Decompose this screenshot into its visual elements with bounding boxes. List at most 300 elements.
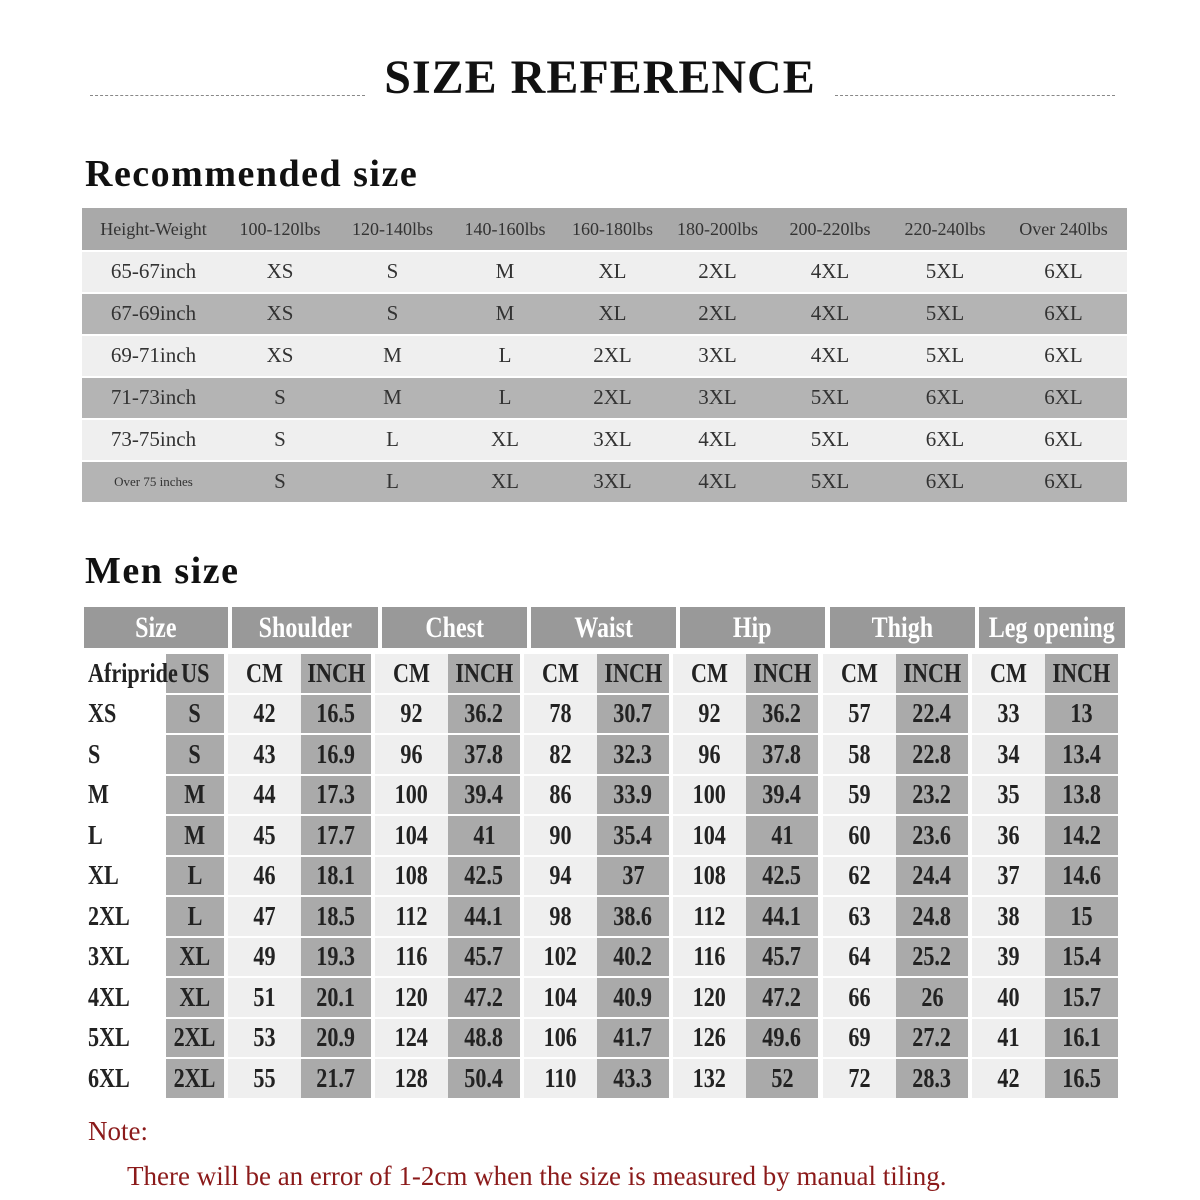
cell-value: 90 [549,819,572,850]
column-header: Over 240lbs [1019,218,1108,239]
group-header-label: Hip [733,610,772,644]
cm-cell [228,695,301,734]
cell-value: US [180,657,210,688]
page-title: SIZE REFERENCE [384,51,816,104]
cm-cell [524,1019,597,1058]
cell-value: 36 [997,819,1020,850]
size-cell: 5XL [810,469,850,494]
cm-cell [375,1019,448,1058]
group-header-label: Shoulder [258,610,352,644]
cm-cell [228,776,301,815]
cell-value: S [188,738,202,769]
cm-cell [972,978,1045,1017]
cm-cell [673,897,746,936]
size-cell: XL [598,259,627,284]
cell-value: 37 [997,860,1020,891]
table-row [82,252,1127,293]
cm-cell [524,897,597,936]
size-cell: 3XL [593,469,632,494]
table-row [84,1019,1125,1058]
group-header-label: Thigh [871,610,934,644]
size-cell: 2XL [593,385,632,410]
height-cell: Over 75 inches [114,473,193,489]
cell-value: 37.8 [762,738,802,769]
cell-value: 16.9 [316,738,356,769]
cell-value: 38 [997,900,1020,931]
size-label-cell [84,857,166,896]
cell-value: 13 [1070,698,1093,729]
cell-value: 100 [692,779,727,810]
size-cell: 2XL [593,343,632,368]
cell-value: L [187,900,203,931]
cell-value: 36.2 [762,698,802,729]
inch-cell [448,857,520,896]
cm-cell [823,695,896,734]
height-cell: 69-71inch [110,343,197,368]
cm-cell [972,938,1045,977]
table-row [84,1059,1125,1098]
cm-cell [823,1019,896,1058]
cell-value: 13.4 [1062,738,1101,769]
size-cell: 4XL [810,301,850,326]
inch-cell [597,857,669,896]
inch-cell [597,654,669,693]
cell-value: 21.7 [316,1062,356,1093]
cell-value: CM [542,657,579,688]
cm-cell [228,1019,301,1058]
cell-value: 24.8 [912,900,952,931]
cell-value: 25.2 [912,941,952,972]
cell-value: 5XL [88,1022,130,1053]
size-cell: L [498,343,512,368]
cell-value: M [88,779,109,810]
inch-cell [597,1059,669,1098]
cm-cell [823,978,896,1017]
cm-cell [823,897,896,936]
inch-cell [746,938,818,977]
cell-value: 53 [253,1022,276,1053]
inch-cell [597,735,669,774]
cell-value: 92 [400,698,423,729]
group-header [531,607,676,648]
column-header: 220-240lbs [904,218,986,239]
inch-cell [1045,654,1118,693]
cell-value: 17.7 [316,819,356,850]
cell-value: 44 [253,779,276,810]
size-cell: 2XL [698,301,737,326]
inch-cell [1045,695,1118,734]
cm-cell [228,978,301,1017]
cell-value: 36.2 [464,698,504,729]
inch-cell [166,857,224,896]
table-row [82,420,1127,461]
cell-value: 49 [253,941,276,972]
size-label-cell [84,735,166,774]
size-cell: 4XL [698,427,737,452]
size-label-cell [84,816,166,855]
column-header: 140-160lbs [464,218,546,239]
cell-value: INCH [1052,657,1111,688]
size-cell: 6XL [925,469,965,494]
cell-value: 41 [997,1022,1020,1053]
cell-value: 110 [544,1062,577,1093]
cell-value: 38.6 [613,900,653,931]
size-cell: L [386,427,399,452]
cell-value: 23.2 [912,779,952,810]
size-cell: 3XL [593,427,632,452]
inch-cell [1045,816,1118,855]
cm-cell [673,1019,746,1058]
cell-value: 42.5 [464,860,504,891]
cell-value: 6XL [88,1062,130,1093]
inch-cell [448,897,520,936]
size-cell: 5XL [925,301,965,326]
group-header [979,607,1125,648]
cell-value: 116 [693,941,726,972]
cm-cell [228,816,301,855]
inch-cell [896,857,968,896]
cell-value: 116 [395,941,428,972]
cell-value: 120 [692,981,727,1012]
cm-cell [823,1059,896,1098]
cm-cell [524,978,597,1017]
height-cell: 73-75inch [110,427,197,452]
size-cell: 5XL [925,343,965,368]
table-row [82,294,1127,335]
cm-cell [524,654,597,693]
cell-value: 126 [692,1022,727,1053]
inch-cell [448,938,520,977]
cm-cell [375,897,448,936]
cell-value: M [184,819,206,850]
inch-cell [1045,857,1118,896]
table-row [84,816,1125,855]
cell-value: 17.3 [316,779,356,810]
recommended-size-heading: Recommended size [85,153,419,195]
cm-cell [823,776,896,815]
cell-value: 14.2 [1062,819,1101,850]
column-header: Height-Weight [100,218,207,239]
cell-value: 34 [997,738,1020,769]
inch-cell [597,897,669,936]
inch-cell [1045,1019,1118,1058]
inch-cell [597,695,669,734]
cm-cell [524,816,597,855]
cm-cell [673,695,746,734]
size-label-cell [84,654,178,693]
table-row [84,938,1125,977]
cm-cell [972,897,1045,936]
inch-cell [1045,1059,1118,1098]
cell-value: 18.1 [316,860,356,891]
cell-value: 15.7 [1062,981,1101,1012]
cell-value: CM [841,657,878,688]
cell-value: 39.4 [464,779,504,810]
column-header: 160-180lbs [572,218,653,239]
cell-value: 108 [692,860,727,891]
size-cell: 4XL [810,259,850,284]
group-header [680,607,825,648]
size-cell: 6XL [1044,343,1083,368]
size-cell: 6XL [1044,259,1083,284]
table-row [84,897,1125,936]
cm-cell [524,776,597,815]
cm-cell [524,938,597,977]
column-header: 100-120lbs [239,218,321,239]
cell-value: 44.1 [464,900,504,931]
cell-value: 18.5 [316,900,356,931]
cell-value: 82 [549,738,572,769]
table-row [84,735,1125,774]
inch-cell [166,1059,224,1098]
cm-cell [524,857,597,896]
men-size-table [84,607,1125,1100]
cell-value: INCH [307,657,365,688]
column-header: 120-140lbs [352,218,433,239]
cell-value: 104 [543,981,578,1012]
size-cell: XS [266,259,294,284]
group-header [382,607,527,648]
cell-value: 42.5 [762,860,802,891]
cell-value: 92 [698,698,721,729]
inch-cell [1045,978,1118,1017]
table-row [84,776,1125,815]
cm-cell [673,938,746,977]
cell-value: 52 [770,1062,794,1093]
cell-value: S [88,738,101,769]
table-row [84,857,1125,896]
cell-value: 16.5 [1062,1062,1101,1093]
inch-cell [448,1019,520,1058]
cell-value: 35.4 [613,819,653,850]
cell-value: 64 [848,941,871,972]
cell-value: 46 [253,860,276,891]
cell-value: 96 [698,738,721,769]
cell-value: INCH [455,657,513,688]
cell-value: 59 [848,779,871,810]
cell-value: 4XL [88,981,130,1012]
cm-cell [375,978,448,1017]
group-header [232,607,378,648]
cm-cell [972,654,1045,693]
cm-cell [228,654,301,693]
inch-cell [746,897,818,936]
inch-cell [166,816,224,855]
cell-value: 66 [848,981,871,1012]
size-cell: M [383,385,402,410]
cm-cell [972,857,1045,896]
table-row [82,378,1127,419]
size-label-cell [84,897,166,936]
cell-value: INCH [604,657,662,688]
size-cell: 4XL [810,343,850,368]
inch-cell [166,735,224,774]
size-cell: S [274,427,286,452]
cell-value: 106 [543,1022,578,1053]
cm-cell [972,1019,1045,1058]
inch-cell [166,897,224,936]
cell-value: 102 [543,941,578,972]
cell-value: 112 [693,900,726,931]
inch-cell [301,938,371,977]
inch-cell [301,1059,371,1098]
cell-value: XS [88,698,117,729]
inch-cell [896,1059,968,1098]
inch-cell [746,654,818,693]
inch-cell [597,1019,669,1058]
cm-cell [673,857,746,896]
size-cell: XL [491,427,519,452]
cell-value: 120 [394,981,429,1012]
cm-cell [375,938,448,977]
cell-value: 63 [848,900,871,931]
column-header: 200-220lbs [789,218,871,239]
cell-value: 104 [394,819,429,850]
inch-cell [166,776,224,815]
cell-value: 24.4 [912,860,952,891]
inch-cell [597,938,669,977]
cell-value: 43.3 [613,1062,653,1093]
size-label-cell [84,1059,166,1098]
inch-cell [896,938,968,977]
inch-cell [896,897,968,936]
cell-value: 48.8 [464,1022,504,1053]
group-header [84,607,228,648]
size-cell: 3XL [698,343,737,368]
size-cell: 5XL [810,385,850,410]
size-cell: 6XL [925,427,965,452]
cell-value: XL [179,981,211,1012]
cm-cell [972,735,1045,774]
size-cell: 5XL [810,427,850,452]
size-cell: M [495,301,515,326]
inch-cell [1045,735,1118,774]
inch-cell [746,1059,818,1098]
size-cell: 6XL [925,385,965,410]
size-cell: 6XL [1044,469,1083,494]
cm-cell [972,776,1045,815]
cm-cell [823,938,896,977]
cm-cell [228,938,301,977]
inch-cell [746,735,818,774]
cell-value: L [88,819,103,850]
size-label-cell [84,695,166,734]
cell-value: 41 [770,819,794,850]
cell-value: 39 [997,941,1020,972]
inch-cell [166,938,224,977]
height-cell: 65-67inch [110,259,197,284]
cm-cell [972,1059,1045,1098]
cell-value: 33.9 [613,779,653,810]
cm-cell [673,816,746,855]
inch-cell [597,978,669,1017]
cm-cell [375,1059,448,1098]
cell-value: 45.7 [464,941,504,972]
cell-value: 33 [997,698,1020,729]
cell-value: 37.8 [464,738,504,769]
inch-cell [597,816,669,855]
size-cell: S [274,469,286,494]
inch-cell [301,978,371,1017]
cm-cell [972,695,1045,734]
inch-cell [448,776,520,815]
cell-value: INCH [903,657,961,688]
cm-cell [823,654,896,693]
cell-value: 22.8 [912,738,952,769]
inch-cell [166,978,224,1017]
cell-value: 16.1 [1062,1022,1101,1053]
cell-value: 3XL [88,941,130,972]
cell-value: 43 [253,738,276,769]
inch-cell [301,816,371,855]
cell-value: 27.2 [912,1022,952,1053]
inch-cell [896,654,968,693]
inch-cell [1045,938,1118,977]
size-cell: XS [266,343,294,368]
cell-value: 78 [549,698,572,729]
cm-cell [375,654,448,693]
inch-cell [448,816,520,855]
cell-value: 14.6 [1062,860,1101,891]
cell-value: M [184,779,206,810]
cell-value: S [188,698,202,729]
cell-value: 40.2 [613,941,653,972]
size-label-cell [84,1019,166,1058]
cell-value: 39.4 [762,779,802,810]
inch-cell [746,695,818,734]
cell-value: CM [393,657,430,688]
cell-value: 37 [621,860,645,891]
cell-value: 2XL [174,1022,216,1053]
cell-value: 104 [692,819,727,850]
size-cell: S [386,259,399,284]
inch-cell [448,654,520,693]
inch-cell [301,695,371,734]
cell-value: 47.2 [762,981,802,1012]
cell-value: INCH [753,657,811,688]
inch-cell [448,695,520,734]
cell-value: 19.3 [316,941,356,972]
inch-cell [896,695,968,734]
inch-cell [166,1019,224,1058]
cm-cell [524,1059,597,1098]
cell-value: Afripride [88,657,178,688]
inch-cell [301,776,371,815]
size-cell: XS [266,301,294,326]
inch-cell [896,735,968,774]
inch-cell [301,1019,371,1058]
cell-value: 47.2 [464,981,504,1012]
group-header [830,607,975,648]
cm-cell [673,1059,746,1098]
cm-cell [823,857,896,896]
inch-cell [597,776,669,815]
cell-value: XL [179,941,211,972]
cm-cell [823,735,896,774]
inch-cell [448,735,520,774]
size-cell: 6XL [1044,385,1083,410]
group-header-label: Size [135,610,177,644]
cell-value: 30.7 [613,698,653,729]
cm-cell [972,816,1045,855]
cell-value: 15 [1070,900,1093,931]
cell-value: 100 [394,779,429,810]
cm-cell [228,857,301,896]
inch-cell [896,1019,968,1058]
cm-cell [375,857,448,896]
cm-cell [524,695,597,734]
cell-value: 62 [848,860,871,891]
